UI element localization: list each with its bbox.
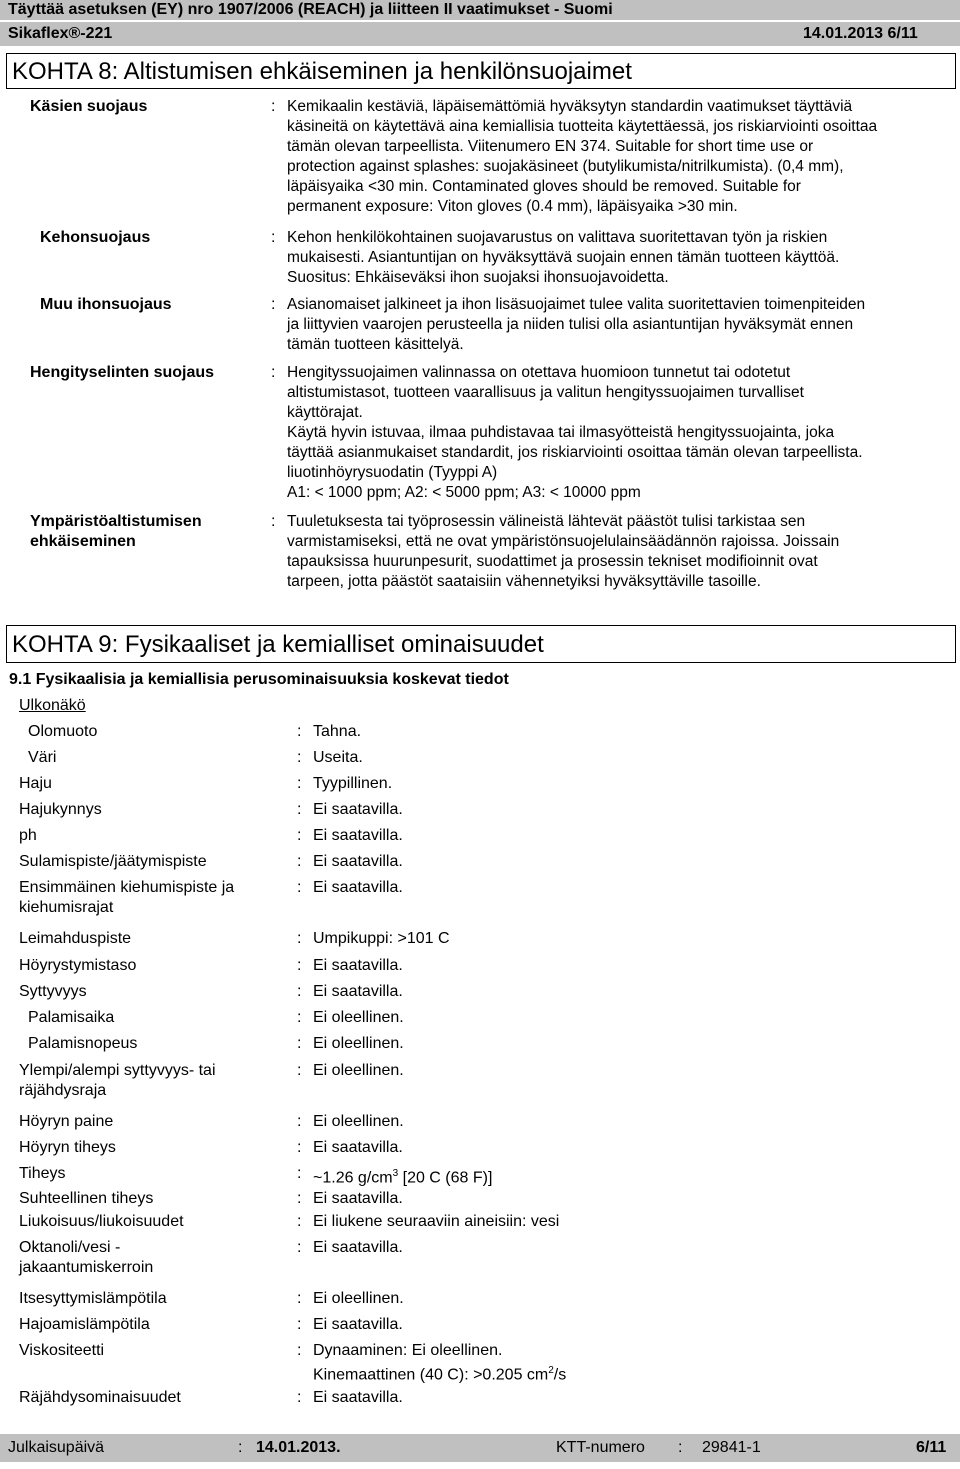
prop-label: Höyryn paine	[19, 1113, 114, 1130]
section-8-heading: KOHTA 8: Altistumisen ehkäiseminen ja henkilönsuojaimet	[6, 53, 956, 89]
prop-value: Ei saatavilla.	[313, 879, 403, 896]
prop-label: Tiheys	[19, 1165, 66, 1182]
viscosity-kinematic	[313, 1361, 566, 1385]
separator: :	[297, 1239, 302, 1256]
section-9-heading: KOHTA 9: Fysikaaliset ja kemialliset ominaisuudet	[6, 625, 956, 663]
separator: :	[297, 1190, 302, 1207]
separator: :	[297, 983, 302, 1000]
text-line: tämän olevan tarpeellista. Viitenumero EN 374. Suitable for short time use or	[287, 138, 814, 155]
prop-label: Liukoisuus/liukoisuudet	[19, 1213, 184, 1230]
separator: :	[297, 879, 302, 896]
prop-label: Syttyvyys	[19, 983, 87, 1000]
prop-value: Ei oleellinen.	[313, 1062, 404, 1079]
text-line: tämän tuotteen käsittelyä.	[287, 336, 464, 353]
prop-label: ph	[19, 827, 37, 844]
prop-value: Ei saatavilla.	[313, 853, 403, 870]
prop-value-viscosity	[313, 1341, 566, 1385]
label-respiratory-protection: Hengityselinten suojaus	[30, 364, 215, 381]
prop-label: Hajoamislämpötila	[19, 1316, 150, 1333]
text-line: varmistamiseksi, että ne ovat ympäristönsuojelulainsäädännön rajoissa. Joissain	[287, 533, 840, 550]
prop-value: Umpikuppi: >101 C	[313, 930, 450, 947]
prop-label: Haju	[19, 775, 52, 792]
prop-value: Ei liukene seuraaviin aineisiin: vesi	[313, 1213, 560, 1230]
footer-ktt-label: KTT-numero	[556, 1439, 645, 1456]
product-name: Sikaflex®-221	[8, 25, 113, 42]
separator: :	[297, 957, 302, 974]
viscosity-dynamic: Dynaaminen: Ei oleellinen.	[313, 1342, 503, 1359]
prop-value: Ei saatavilla.	[313, 1239, 403, 1256]
text-line: Käytä hyvin istuvaa, ilmaa puhdistavaa tai ilmasyötteistä hengityssuojainta, joka	[287, 424, 835, 441]
text-line: läpäisyaika <30 min. Contaminated gloves should be removed. Suitable for	[287, 178, 801, 195]
superscript: 3	[392, 1168, 399, 1179]
prop-value: Ei saatavilla.	[313, 957, 403, 974]
separator: :	[297, 1316, 302, 1333]
prop-label: Palamisnopeus	[28, 1035, 138, 1052]
density-temperature: [20 C (68 F)]	[398, 1169, 493, 1187]
appearance-label: Ulkonäkö	[19, 697, 86, 714]
prop-label: Höyryn tiheys	[19, 1139, 116, 1156]
separator: :	[297, 930, 302, 947]
text-line: liuotinhöyrysuodatin (Tyyppi A)	[287, 464, 498, 481]
footer-page: 6/11	[916, 1439, 947, 1456]
prop-value: Ei saatavilla.	[313, 1389, 403, 1406]
prop-value: Tyypillinen.	[313, 775, 393, 792]
prop-label: Leimahduspiste	[19, 930, 132, 947]
separator: :	[271, 513, 276, 530]
separator: :	[297, 723, 302, 740]
prop-label: Oktanoli/vesi -jakaantumiskerroin	[19, 1239, 154, 1276]
prop-label: Räjähdysominaisuudet	[19, 1389, 181, 1406]
text-line: Asianomaiset jalkineet ja ihon lisäsuojaimet tulee valita suoritettavien toimenpiteiden	[287, 296, 866, 313]
text-line: mukaisesti. Asiantuntijan on hyväksyttävä suojain ennen tämän tuotteen käyttöä.	[287, 249, 840, 266]
separator: :	[297, 1009, 302, 1026]
separator: :	[271, 229, 276, 246]
separator: :	[297, 1165, 302, 1182]
separator: :	[297, 1290, 302, 1307]
prop-label: Väri	[28, 749, 57, 766]
prop-value: Ei saatavilla.	[313, 1139, 403, 1156]
prop-value: Ei oleellinen.	[313, 1009, 404, 1026]
separator: :	[297, 1213, 302, 1230]
document-title: Täyttää asetuksen (EY) nro 1907/2006 (REACH) ja liitteen II vaatimukset - Suomi	[8, 1, 613, 18]
subsection-9-1-heading: 9.1 Fysikaalisia ja kemiallisia perusominaisuuksia koskevat tiedot	[9, 671, 509, 688]
header-date-page: 14.01.2013 6/11	[803, 25, 918, 42]
separator: :	[271, 296, 276, 313]
footer-pub-date: 14.01.2013.	[256, 1439, 341, 1456]
text-other-skin-protection	[287, 295, 865, 355]
text-line: Kehon henkilökohtainen suojavarustus on valittava suoritettavan työn ja riskien	[287, 229, 828, 246]
footer-pub-label: Julkaisupäivä	[8, 1439, 105, 1456]
separator: :	[297, 775, 302, 792]
prop-value: Tahna.	[313, 723, 362, 740]
separator: :	[238, 1439, 243, 1456]
footer-ktt-number: 29841-1	[702, 1439, 761, 1456]
prop-value: Ei oleellinen.	[313, 1035, 404, 1052]
separator: :	[297, 1113, 302, 1130]
kinematic-unit: /s	[553, 1366, 567, 1384]
prop-label: Ensimmäinen kiehumispiste ja kiehumisrajat	[19, 879, 235, 916]
label-other-skin-protection: Muu ihonsuojaus	[40, 296, 172, 313]
density-value: ~1.26 g/cm	[313, 1169, 393, 1187]
text-line: ja liittyvien vaarojen perusteella ja niiden tulisi olla asiantuntijan hyväksymät ennen	[287, 316, 854, 333]
footer-bar	[0, 1434, 960, 1462]
prop-label: Hajukynnys	[19, 801, 102, 818]
text-line: altistumistasot, tuotteen vaarallisuus ja valitun hengityssuojaimen turvalliset	[287, 384, 804, 401]
text-body-protection	[287, 228, 839, 288]
prop-value: Ei saatavilla.	[313, 1190, 403, 1207]
text-line: A1: < 1000 ppm; A2: < 5000 ppm; A3: < 10000 ppm	[287, 484, 641, 501]
prop-label: Olomuoto	[28, 723, 98, 740]
prop-label: Sulamispiste/jäätymispiste	[19, 853, 207, 870]
prop-value: Ei oleellinen.	[313, 1113, 404, 1130]
text-line: käyttörajat.	[287, 404, 363, 421]
separator: :	[297, 801, 302, 818]
separator: :	[297, 1062, 302, 1079]
separator: :	[297, 749, 302, 766]
text-respiratory-protection	[287, 363, 863, 503]
prop-value: Useita.	[313, 749, 363, 766]
label-environmental-exposure	[30, 512, 230, 552]
text-line: täyttää asianmukaiset standardit, jos riskiarviointi osoittaa tämän olevan tarpeellista.	[287, 444, 863, 461]
separator: :	[271, 98, 276, 115]
separator: :	[297, 1035, 302, 1052]
label-body-protection: Kehonsuojaus	[40, 229, 151, 246]
prop-value: Ei saatavilla.	[313, 801, 403, 818]
text-line: Suositus: Ehkäiseväksi ihon suojaksi ihonsuojavoidetta.	[287, 269, 669, 286]
separator: :	[297, 1389, 302, 1406]
separator: :	[297, 1342, 302, 1359]
prop-label: Viskositeetti	[19, 1342, 105, 1359]
separator: :	[271, 364, 276, 381]
prop-label: Suhteellinen tiheys	[19, 1190, 154, 1207]
superscript: 2	[548, 1365, 554, 1376]
prop-value: Ei saatavilla.	[313, 1316, 403, 1333]
text-line: tarpeen, jotta päästöt saataisiin vähennetyiksi hyväksyttäville tasoille.	[287, 573, 761, 590]
separator: :	[297, 827, 302, 844]
separator: :	[297, 1139, 302, 1156]
separator: :	[297, 853, 302, 870]
prop-label: Itsesyttymislämpötila	[19, 1290, 167, 1307]
prop-value: Ei saatavilla.	[313, 983, 403, 1000]
prop-label: Ylempi/alempi syttyvyys- tai räjähdysraja	[19, 1062, 216, 1099]
text-line: protection against splashes: suojakäsineet (butylikumista/nitrilkumista). (0,4 mm),	[287, 158, 844, 175]
kinematic-value: Kinemaattinen (40 C): >0.205 cm	[313, 1366, 549, 1384]
text-line: Hengityssuojaimen valinnassa on otettava huomioon tunnetut tai odotetut	[287, 364, 791, 381]
prop-value: Ei saatavilla.	[313, 827, 403, 844]
text-line: Tuuletuksesta tai työprosessin välineistä lähtevät päästöt tulisi tarkistaa sen	[287, 513, 806, 530]
text-line: permanent exposure: Viton gloves (0.4 mm), läpäisyaika >30 min.	[287, 198, 738, 215]
text-environmental-exposure	[287, 512, 839, 592]
label-text: Ympäristöaltistumisen ehkäiseminen	[30, 513, 202, 550]
label-hand-protection: Käsien suojaus	[30, 98, 148, 115]
prop-label: Höyrystymistaso	[19, 957, 137, 974]
prop-value-density	[313, 1164, 492, 1188]
text-line: Kemikaalin kestäviä, läpäisemättömiä hyväksytyn standardin vaatimukset täyttäviä	[287, 98, 853, 115]
prop-value: Ei oleellinen.	[313, 1290, 404, 1307]
text-hand-protection	[287, 97, 877, 217]
text-line: käsineitä on käytettävä aina kemiallisia tuotteita käytettäessä, jos riskiarviointi osoittaa	[287, 118, 878, 135]
prop-label: Palamisaika	[28, 1009, 115, 1026]
text-line: tapauksissa huurunpesurit, suodattimet ja prosessin tekniset modifioinnit ovat	[287, 553, 818, 570]
separator: :	[678, 1439, 683, 1456]
